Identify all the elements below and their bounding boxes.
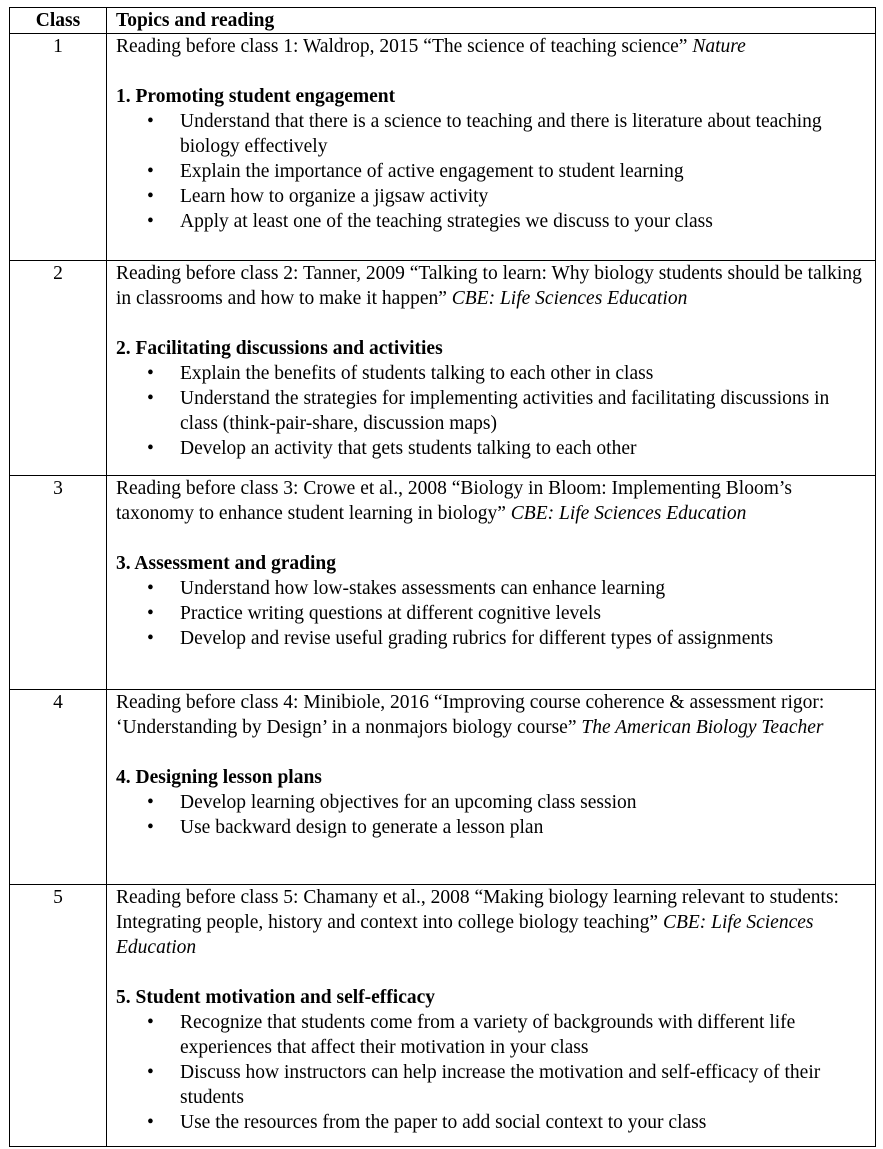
journal-name: Nature	[692, 36, 746, 57]
list-item: • Practice writing questions at different cognitive levels	[180, 601, 867, 626]
class-number: 5	[10, 885, 107, 1147]
reading-assignment	[116, 885, 867, 960]
topic-title: 5. Student motivation and self-efficacy	[116, 987, 436, 1008]
topic-cell	[107, 690, 876, 885]
list-item: • Recognize that students come from a variety of backgrounds with different life experiences that affect their motivation in your class	[180, 1010, 867, 1060]
table-row	[10, 261, 876, 476]
reading-assignment	[116, 261, 867, 311]
topic-cell	[107, 885, 876, 1147]
reading-text: Reading before class 1: Waldrop, 2015 “The science of teaching science”	[116, 36, 688, 57]
journal-name: CBE: Life Sciences Education	[116, 912, 814, 958]
column-header-class: Class	[10, 8, 107, 34]
topic-title: 2. Facilitating discussions and activities	[116, 338, 443, 359]
objective-list	[116, 1010, 867, 1135]
table-row	[10, 34, 876, 261]
syllabus-table	[9, 7, 876, 1147]
reading-text: Reading before class 4: Minibiole, 2016 “Improving course coherence & assessment rigor: ‘Understanding by Design’ in a nonmajors biology course”	[116, 692, 825, 738]
class-number: 2	[10, 261, 107, 476]
class-number: 3	[10, 476, 107, 690]
objective-list	[116, 361, 867, 461]
reading-assignment	[116, 34, 867, 59]
objective-list	[116, 790, 867, 840]
list-item: • Discuss how instructors can help increase the motivation and self-efficacy of their students	[180, 1060, 867, 1110]
journal-name: The American Biology Teacher	[581, 717, 824, 738]
list-item: • Use the resources from the paper to add social context to your class	[180, 1110, 867, 1135]
topic-title: 4. Designing lesson plans	[116, 767, 322, 788]
table-row	[10, 885, 876, 1147]
list-item: • Explain the benefits of students talking to each other in class	[180, 361, 867, 386]
list-item: • Develop an activity that gets students talking to each other	[180, 436, 867, 461]
topic-title: 3. Assessment and grading	[116, 553, 336, 574]
list-item: • Understand the strategies for implementing activities and facilitating discussions in class (think-pair-share, discussion maps)	[180, 386, 867, 436]
list-item: • Learn how to organize a jigsaw activity	[180, 184, 867, 209]
topic-cell	[107, 261, 876, 476]
topic-cell	[107, 34, 876, 261]
list-item: • Use backward design to generate a lesson plan	[180, 815, 867, 840]
class-number: 1	[10, 34, 107, 261]
list-item: • Develop and revise useful grading rubrics for different types of assignments	[180, 626, 867, 651]
class-number: 4	[10, 690, 107, 885]
list-item: • Apply at least one of the teaching strategies we discuss to your class	[180, 209, 867, 234]
list-item: • Develop learning objectives for an upcoming class session	[180, 790, 867, 815]
objective-list	[116, 109, 867, 234]
topic-title: 1. Promoting student engagement	[116, 86, 396, 107]
journal-name: CBE: Life Sciences Education	[510, 503, 747, 524]
objective-list	[116, 576, 867, 651]
list-item: • Understand how low-stakes assessments can enhance learning	[180, 576, 867, 601]
journal-name: CBE: Life Sciences Education	[451, 288, 688, 309]
reading-text: Reading before class 5: Chamany et al., 2008 “Making biology learning relevant to students: Integrating people, history and context into college biology teaching”	[116, 887, 839, 933]
list-item: • Understand that there is a science to teaching and there is literature about teaching biology effectively	[180, 109, 867, 159]
table-row	[10, 476, 876, 690]
topic-cell	[107, 476, 876, 690]
reading-text: Reading before class 3: Crowe et al., 2008 “Biology in Bloom: Implementing Bloom’s taxonomy to enhance student learning in biology”	[116, 478, 792, 524]
reading-assignment	[116, 690, 867, 740]
table-row	[10, 690, 876, 885]
header-row	[10, 8, 876, 34]
list-item: • Explain the importance of active engagement to student learning	[180, 159, 867, 184]
reading-assignment	[116, 476, 867, 526]
column-header-topics: Topics and reading	[107, 8, 876, 34]
reading-text: Reading before class 2: Tanner, 2009 “Talking to learn: Why biology students should be talking in classrooms and how to make it happen”	[116, 263, 862, 309]
